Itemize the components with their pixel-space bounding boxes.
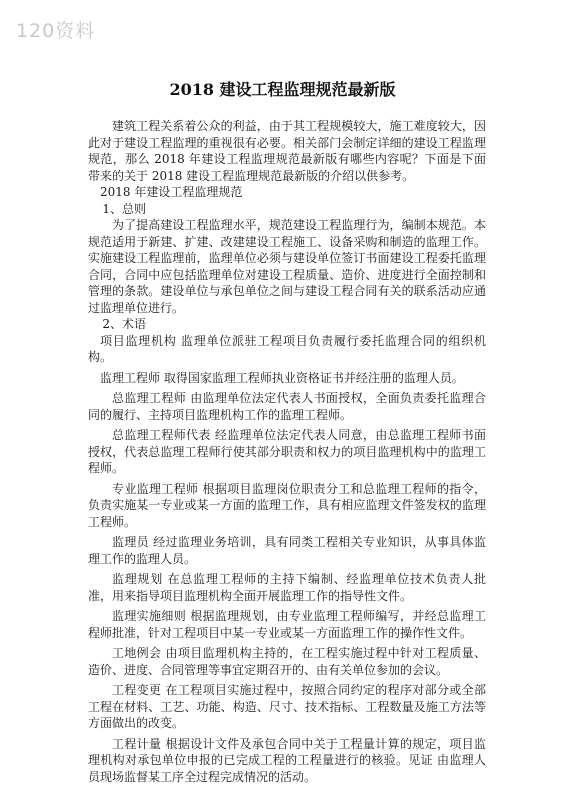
section-heading-general: 1、总则 xyxy=(102,201,147,216)
document-body xyxy=(88,118,486,785)
term-paragraph: 监理工程师 取得国家监理工程师执业资格证书并经注册的监理人员。 xyxy=(100,370,464,385)
term-paragraph: 工程计量 根据设计文件及承包合同中关于工程量计算的规定，项目监理机构对承包单位申报的已完成工程的工程量进行的核验。见证 由监理人员现场监督某工序全过程完成情况的活动。 xyxy=(88,736,486,784)
term-paragraph: 总监理工程师代表 经监理单位法定代表人同意，由总监理工程师书面授权，代表总监理工程师行使其部分职责和权力的项目监理机构中的监理工程师。 xyxy=(88,428,486,475)
term-paragraph: 专业监理工程师 根据项目监理岗位职责分工和总监理工程师的指令，负责实施某一专业或某一方面的监理工作，具有相应监理文件签发权的监理工程师。 xyxy=(88,481,486,529)
watermark-logo: 120资料 xyxy=(16,20,96,42)
term-paragraph: 监理实施细则 根据监理规划，由专业监理工程师编写，并经总监理工程师批准，针对工程项目中某一专业或某一方面监理工作的操作性文件。 xyxy=(88,609,486,640)
document-title: 2018 建设工程监理规范最新版 xyxy=(169,80,396,99)
section-heading: 2018 年建设工程监理规范 xyxy=(100,185,243,199)
term-paragraph: 项目监理机构 监理单位派驻工程项目负责履行委托监理合同的组织机构。 xyxy=(88,333,486,364)
term-paragraph: 工地例会 由项目监理机构主持的，在工程实施过程中针对工程质量、造价、进度、合同管理等事宜定期召开的、由有关单位参加的会议。 xyxy=(88,646,486,677)
intro-paragraph: 建筑工程关系着公众的利益，由于其工程规模较大，施工难度较大，因此对于建设工程监理的重视很有必要。相关部门会制定详细的建设工程监理规范，那么 2018 年建设工程监理规范最新版有哪些内容呢？下面是下面带来的关于 2018 建设工程监理规范最新版的介绍以供参考。 xyxy=(88,119,486,183)
section-heading-terms: 2、术语 xyxy=(102,317,147,331)
term-paragraph: 总监理工程师 由监理单位法定代表人书面授权，全面负责委托监理合同的履行、主持项目监理机构工作的监理工程师。 xyxy=(88,391,486,422)
term-paragraph: 监理规划 在总监理工程师的主持下编制、经监理单位技术负责人批准，用来指导项目监理机构全面开展监理工作的指导性文件。 xyxy=(88,572,486,603)
term-paragraph: 监理员 经过监理业务培训，具有同类工程相关专业知识，从事具体监理工作的监理人员。 xyxy=(88,535,486,566)
general-paragraph: 为了提高建设工程监理水平，规范建设工程监理行为，编制本规范。本规范适用于新建、扩建、改建建设工程施工、设备采购和制造的监理工作。实施建设工程监理前，监理单位必须与建设单位签订书面建设工程委托监理合同，合同中应包括监理单位对建设工程质量、造价、进度进行全面控制和管理的条款。建设单位与承包单位之间与建设工程合同有关的联系活动应通过监理单位进行。 xyxy=(88,218,486,315)
term-paragraph: 工程变更 在工程项目实施过程中，按照合同约定的程序对部分或全部工程在材料、工艺、功能、构造、尺寸、技术指标、工程数量及施工方法等方面做出的改变。 xyxy=(88,683,486,730)
